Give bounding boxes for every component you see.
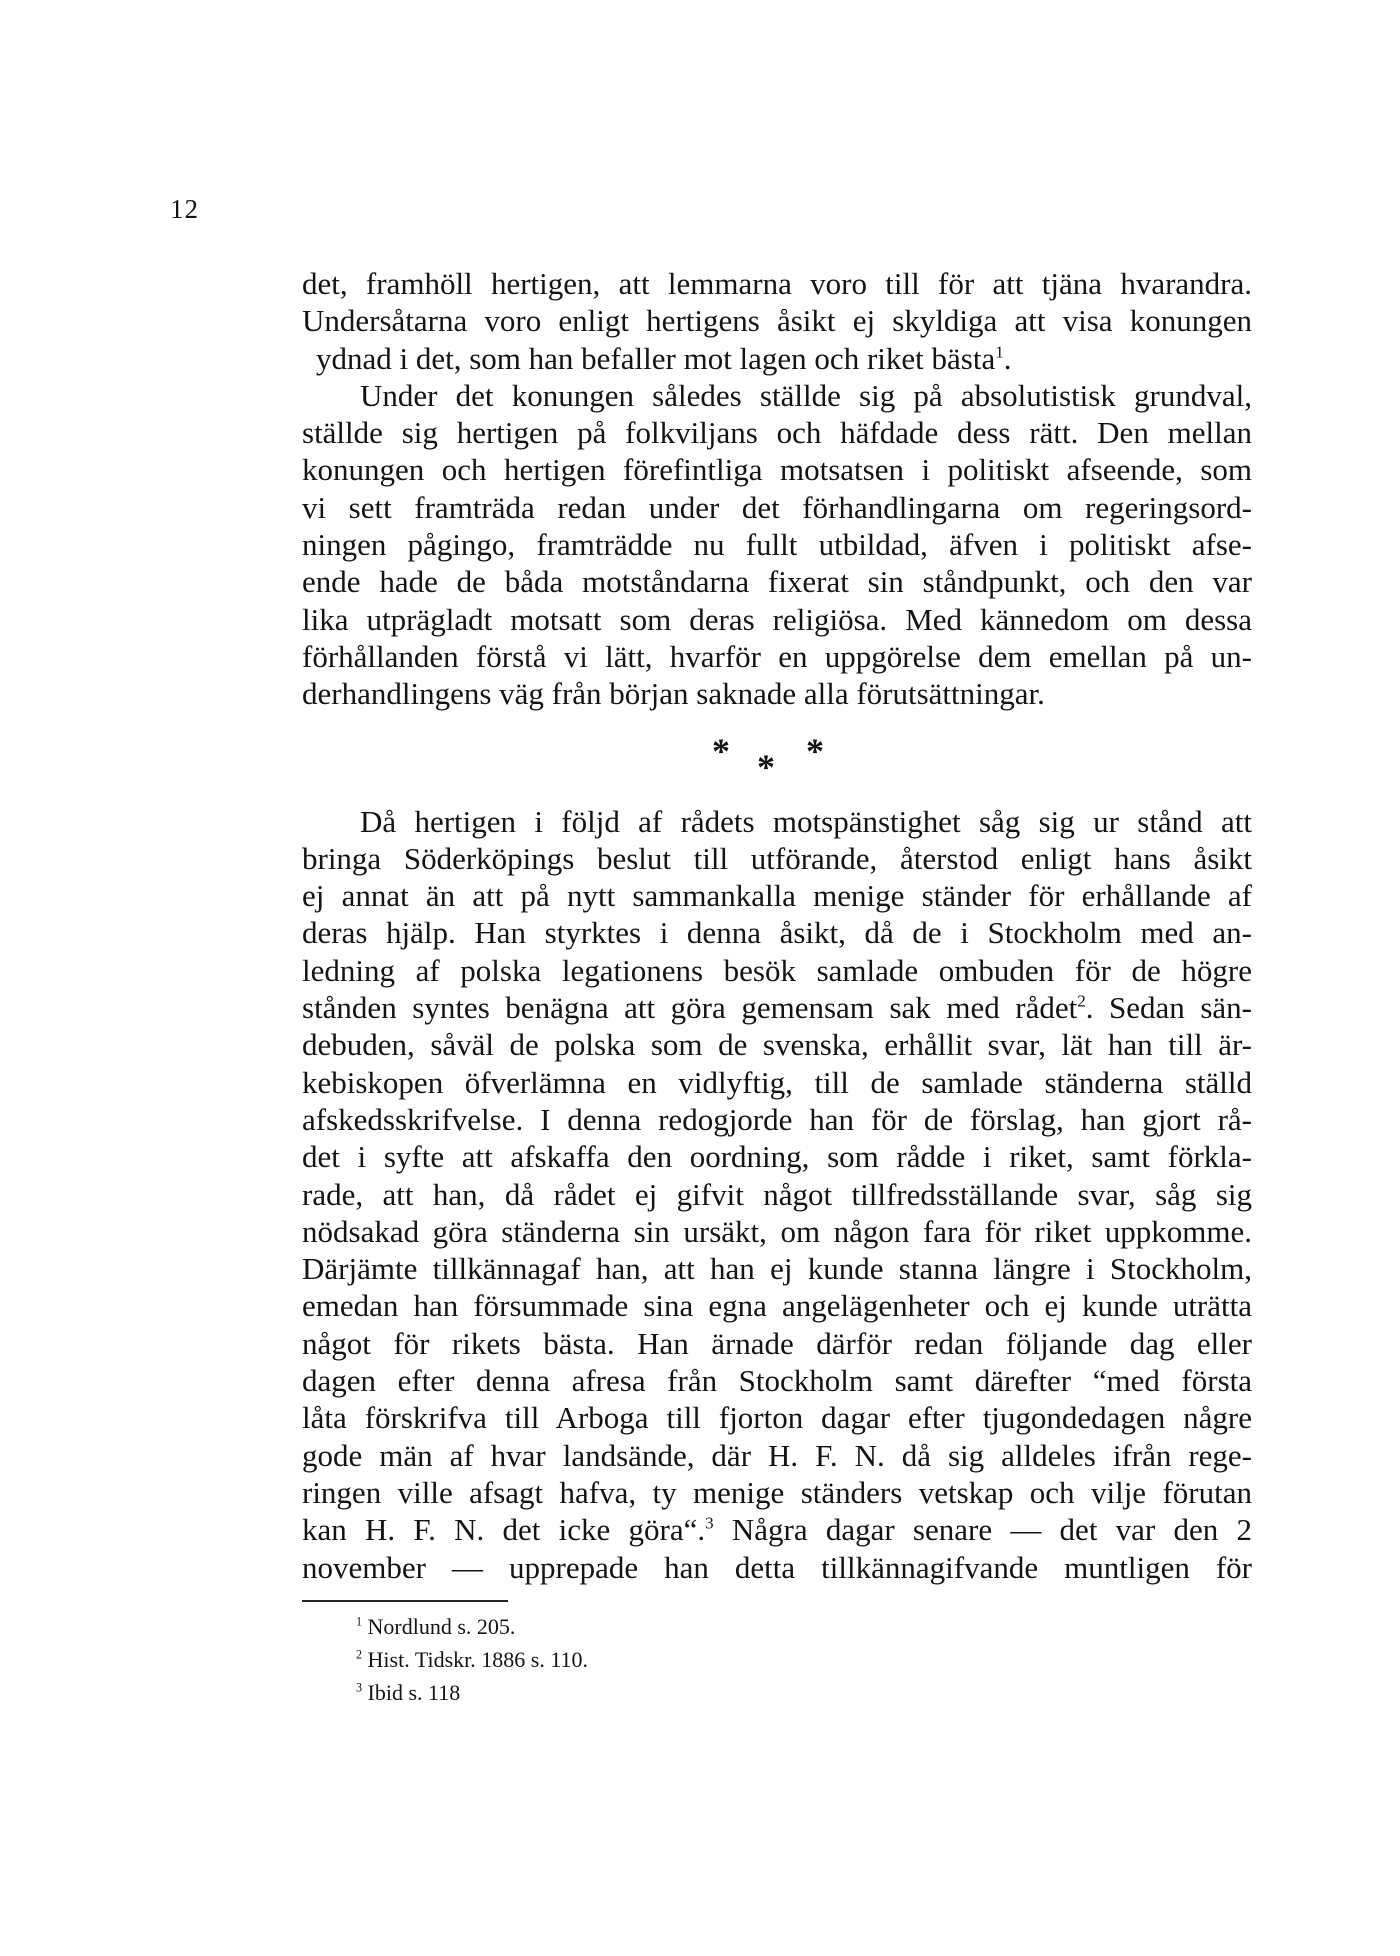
text-line xyxy=(302,1511,1252,1548)
text-line: ende hade de båda motståndarna fixerat sin ståndpunkt, och den var xyxy=(302,564,1252,600)
footnotes xyxy=(356,1610,588,1709)
text-line: gode män af hvar landsände, där H. F. N. då sig alldeles ifrån rege- xyxy=(302,1437,1252,1473)
asterisk-glyph: * xyxy=(757,746,775,787)
footnote-ref: 1 xyxy=(995,342,1004,362)
text-span: . Sedan sän- xyxy=(1085,990,1253,1026)
text-line: förhållanden förstå vi lätt, hvarför en uppgörelse dem emellan på un- xyxy=(302,638,1252,674)
text-line xyxy=(302,989,1252,1026)
text-line: nödsakad göra ständerna sin ursäkt, om någon fara för riket uppkomme. xyxy=(302,1213,1252,1249)
text-line: ställde sig hertigen på folkviljans och häfdade dess rätt. Den mellan xyxy=(302,415,1252,451)
text-line: afskedsskrifvelse. I denna redogjorde han för de förslag, han gjort rå- xyxy=(302,1101,1252,1137)
paragraph-3 xyxy=(302,803,1252,1586)
footnote-1 xyxy=(356,1610,588,1643)
section-separator xyxy=(302,713,1252,803)
text-line: Under det konungen således ställde sig på absolutistisk grundval, xyxy=(360,377,1252,413)
text-span: . xyxy=(1003,340,1012,376)
text-line: rade, att han, då rådet ej gifvit något tillfredsställande svar, såg sig xyxy=(302,1176,1252,1212)
text-line: vi sett framträda redan under det förhandlingarna om regeringsord- xyxy=(302,489,1252,525)
text-line: deras hjälp. Han styrktes i denna åsikt, då de i Stockholm med an- xyxy=(302,915,1252,951)
asterisk-glyph: * xyxy=(712,730,730,771)
text-line: kebiskopen öfverlämna en vidlyftig, till de samlade ständerna ställd xyxy=(302,1064,1252,1100)
text-line: ringen ville afsagt hafva, ty menige ständers vetskap och vilje förutan xyxy=(302,1474,1252,1510)
text-line: det i syfte att afskaffa den oordning, som rådde i riket, samt förkla- xyxy=(302,1139,1252,1175)
text-span: ydnad i det, som han befaller mot lagen och riket bästa xyxy=(316,340,996,376)
text-line: något för rikets bästa. Han ärnade därför redan följande dag eller xyxy=(302,1325,1252,1361)
text-line: ledning af polska legationens besök samlade ombuden för de högre xyxy=(302,952,1252,988)
paragraph-2 xyxy=(302,377,1252,713)
text-span: Några dagar senare — det var den 2 xyxy=(713,1512,1252,1548)
footnote-ref: 2 xyxy=(1077,991,1086,1011)
text-line: emedan han försummade sina egna angelägenheter och ej kunde uträtta xyxy=(302,1288,1252,1324)
footnote-ref: 3 xyxy=(705,1513,714,1533)
text-line: ningen pågingo, framträdde nu fullt utbildad, äfven i politiskt afse- xyxy=(302,527,1252,563)
text-line: ej annat än att på nytt sammankalla menige ständer för erhållande af xyxy=(302,878,1252,914)
body-text xyxy=(302,265,1252,1586)
paragraph-1 xyxy=(302,265,1252,377)
text-line: Då hertigen i följd af rådets motspänstighet såg sig ur stånd att xyxy=(360,803,1252,839)
text-line: debuden, såväl de polska som de svenska, erhållit svar, lät han till är- xyxy=(302,1027,1252,1063)
text-line: derhandlingens väg från början saknade alla förutsättningar. xyxy=(302,676,1045,712)
footnote-mark: 1 xyxy=(356,1614,363,1629)
text-span: kan H. F. N. det icke göra“. xyxy=(302,1512,706,1548)
text-line: bringa Söderköpings beslut till utförande, återstod enligt hans åsikt xyxy=(302,840,1252,876)
text-line: konungen och hertigen förefintliga motsatsen i politiskt afseende, som xyxy=(302,452,1252,488)
footnote-text: Nordlund s. 205. xyxy=(367,1614,516,1639)
asterisk-glyph: * xyxy=(806,730,824,771)
footnote-rule xyxy=(302,1600,508,1602)
page-number: 12 xyxy=(170,194,199,224)
footnote-text: Ibid s. 118 xyxy=(367,1680,461,1705)
text-line xyxy=(302,340,1252,377)
text-line: november — upprepade han detta tillkännagifvande muntligen för xyxy=(302,1549,1252,1585)
text-line: låta förskrifva till Arboga till fjorton dagar efter tjugondedagen någre xyxy=(302,1400,1252,1436)
text-line: dagen efter denna afresa från Stockholm samt därefter “med första xyxy=(302,1363,1252,1399)
footnote-mark: 2 xyxy=(356,1647,363,1662)
text-line: lika utprägladt motsatt som deras religiösa. Med kännedom om dessa xyxy=(302,601,1252,637)
footnote-3 xyxy=(356,1676,588,1709)
text-line: Undersåtarna voro enligt hertigens åsikt ej skyldiga att visa konungen xyxy=(302,303,1252,339)
footnote-mark: 3 xyxy=(356,1680,363,1695)
footnote-2 xyxy=(356,1643,588,1676)
text-line: det, framhöll hertigen, att lemmarna voro till för att tjäna hvarandra. xyxy=(302,266,1252,301)
footnote-text: Hist. Tidskr. 1886 s. 110. xyxy=(367,1647,589,1672)
text-line: Därjämte tillkännagaf han, att han ej kunde stanna längre i Stockholm, xyxy=(302,1251,1252,1287)
text-span: stånden syntes benägna att göra gemensam sak med rådet xyxy=(302,990,1078,1026)
